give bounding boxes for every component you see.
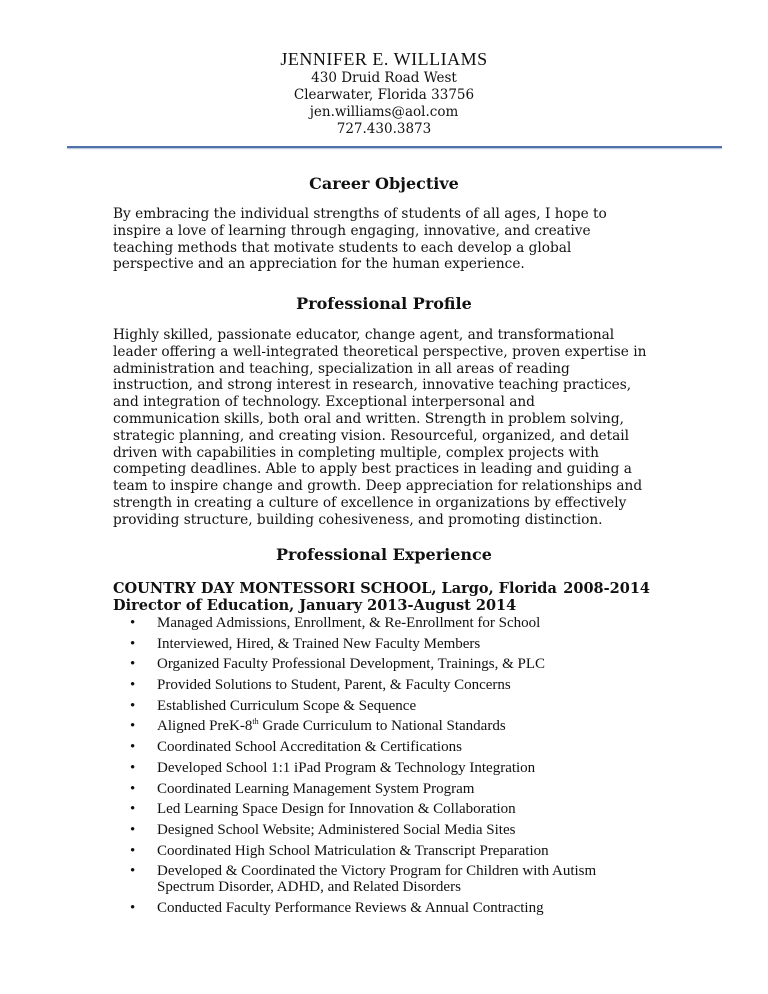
profile-line: competing deadlines. Able to apply best practices in leading and guiding a — [113, 461, 632, 478]
bullet-icon: • — [130, 697, 136, 714]
profile-line: administration and teaching, specialization in all areas of reading — [113, 360, 570, 377]
profile-line: instruction, and strong interest in research, innovative teaching practices, — [113, 377, 632, 394]
list-item — [113, 900, 673, 916]
bullet-icon: • — [130, 759, 136, 776]
responsibilities-list — [113, 615, 673, 921]
profile-line: leader offering a well-integrated theoretical perspective, proven expertise in — [113, 343, 647, 360]
list-item-text: Interviewed, Hired, & Trained New Faculty Members — [157, 635, 481, 652]
employer-name: COUNTRY DAY MONTESSORI SCHOOL, Largo, Florida — [113, 580, 557, 597]
professional-profile-text — [113, 327, 658, 529]
objective-line: perspective and an appreciation for the human experience. — [113, 256, 525, 273]
list-item-text: Led Learning Space Design for Innovation & Collaboration — [157, 801, 516, 818]
list-item — [113, 656, 673, 672]
objective-line: teaching methods that motivate students to each develop a global — [113, 239, 572, 256]
bullet-icon: • — [130, 656, 136, 673]
profile-line: strength in creating a culture of excellence in organizations by effectively — [113, 494, 627, 511]
professional-profile-heading: Professional Profile — [296, 294, 472, 313]
list-item — [113, 822, 673, 838]
list-item — [113, 843, 673, 859]
header-divider — [67, 146, 722, 148]
list-item-text: Provided Solutions to Student, Parent, & Faculty Concerns — [157, 677, 511, 694]
list-item-text: Coordinated Learning Management System Program — [157, 780, 475, 797]
job-title: Director of Education, January 2013-August 2014 — [113, 597, 517, 614]
career-objective-heading: Career Objective — [309, 174, 459, 193]
phone-number: 727.430.3873 — [336, 121, 432, 137]
list-item-text: Coordinated High School Matriculation & Transcript Preparation — [157, 842, 549, 859]
grade-superscript: th — [252, 717, 259, 727]
profile-line: strategic planning, and creating vision. Resourceful, organized, and detail — [113, 427, 630, 444]
profile-line: driven with capabilities in completing multiple, complex projects with — [113, 444, 599, 461]
aligned-text-start: Aligned PreK-8 — [157, 718, 253, 735]
list-item-text: Coordinated School Accreditation & Certifications — [157, 739, 462, 756]
employment-years: 2008-2014 — [563, 580, 650, 597]
bullet-icon: • — [130, 842, 136, 859]
bullet-icon: • — [130, 780, 136, 797]
list-item-text: Managed Admissions, Enrollment, & Re-Enrollment for School — [157, 615, 541, 631]
list-item-text: Developed & Coordinated the Victory Program for Children with Autism — [157, 863, 597, 880]
list-item — [113, 781, 673, 797]
list-item — [113, 801, 673, 817]
professional-experience-heading: Professional Experience — [276, 545, 492, 564]
list-item-text: Developed School 1:1 iPad Program & Technology Integration — [157, 759, 536, 776]
bullet-icon: • — [130, 821, 136, 838]
list-item-text: Organized Faculty Professional Development, Trainings, & PLC — [157, 656, 546, 673]
list-item — [113, 636, 673, 652]
list-item-text: Spectrum Disorder, ADHD, and Related Disorders — [157, 879, 461, 896]
bullet-icon: • — [130, 863, 136, 880]
list-item — [113, 677, 673, 693]
profile-line: and integration of technology. Exceptional interpersonal and — [113, 394, 535, 411]
list-item-text: Conducted Faculty Performance Reviews & Annual Contracting — [157, 899, 544, 916]
career-objective-text — [113, 206, 658, 273]
bullet-icon: • — [130, 615, 136, 631]
bullet-icon: • — [130, 677, 136, 694]
bullet-icon: • — [130, 739, 136, 756]
bullet-icon: • — [130, 635, 136, 652]
email-address: jen.williams@aol.com — [309, 104, 459, 120]
list-item — [113, 863, 673, 895]
aligned-text-end: Grade Curriculum to National Standards — [258, 718, 506, 735]
profile-line: providing structure, building cohesiveness, and promoting distinction. — [113, 511, 603, 528]
list-item — [113, 698, 673, 714]
list-item-text — [157, 718, 506, 734]
objective-line: By embracing the individual strengths of students of all ages, I hope to — [113, 206, 607, 222]
address-line-1: 430 Druid Road West — [311, 70, 457, 86]
resume-header — [0, 48, 768, 138]
list-item-text: Designed School Website; Administered Social Media Sites — [157, 821, 516, 838]
list-item — [113, 718, 673, 734]
profile-line: Highly skilled, passionate educator, change agent, and transformational — [113, 327, 615, 343]
profile-line: communication skills, both oral and written. Strength in problem solving, — [113, 410, 624, 427]
address-line-2: Clearwater, Florida 33756 — [293, 87, 475, 103]
list-item — [113, 760, 673, 776]
bullet-icon: • — [130, 718, 136, 735]
candidate-name: JENNIFER E. WILLIAMS — [280, 49, 488, 69]
employer-line — [113, 580, 650, 598]
profile-line: team to inspire change and growth. Deep appreciation for relationships and — [113, 478, 643, 495]
bullet-icon: • — [130, 801, 136, 818]
list-item — [113, 615, 673, 631]
list-item-text: Established Curriculum Scope & Sequence — [157, 697, 417, 714]
objective-line: inspire a love of learning through engaging, innovative, and creative — [113, 222, 591, 239]
list-item — [113, 739, 673, 755]
bullet-icon: • — [130, 899, 136, 916]
